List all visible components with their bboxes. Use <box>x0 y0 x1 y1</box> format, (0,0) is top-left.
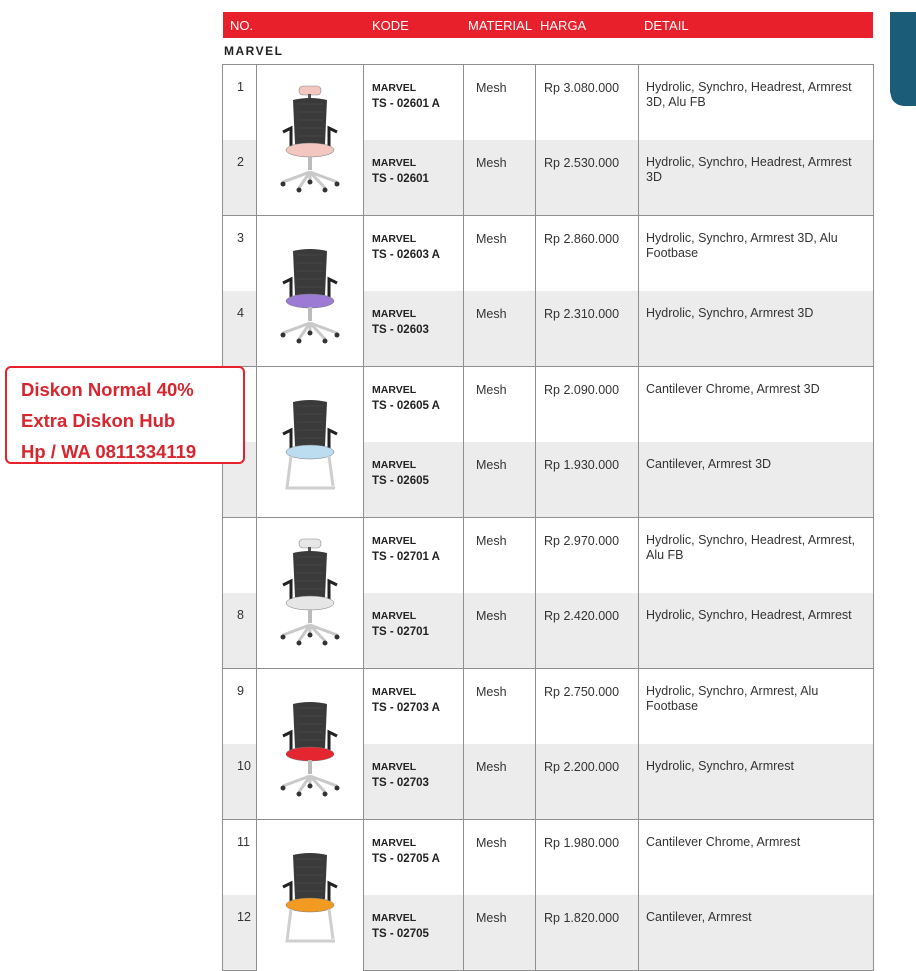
cell-harga: Rp 2.420.000 <box>536 593 639 669</box>
cell-kode <box>364 291 464 367</box>
cell-material: Mesh <box>464 291 536 367</box>
cell-detail: Hydrolic, Synchro, Headrest, Armrest, Alu FB <box>639 518 874 594</box>
cell-material: Mesh <box>464 65 536 141</box>
cell-no: 1 <box>223 65 257 141</box>
cell-image <box>257 820 364 971</box>
table-row <box>223 669 874 745</box>
kode-brand: MARVEL <box>372 82 417 94</box>
table-row <box>223 367 874 443</box>
kode-code: TS - 02601 <box>372 173 429 185</box>
kode-brand: MARVEL <box>372 610 417 622</box>
table-row <box>223 65 874 141</box>
cell-kode <box>364 442 464 518</box>
cell-no: 8 <box>223 593 257 669</box>
chair-image <box>269 688 351 798</box>
section-title: MARVEL <box>224 44 284 58</box>
cell-detail: Cantilever Chrome, Armrest 3D <box>639 367 874 443</box>
kode-code: TS - 02705 A <box>372 853 440 865</box>
table-row <box>223 518 874 594</box>
chair-image <box>269 235 351 345</box>
kode-code: TS - 02701 <box>372 626 429 638</box>
promo-line-extra: Extra Diskon Hub <box>21 410 176 431</box>
table-row <box>223 216 874 292</box>
kode-code: TS - 02701 A <box>372 551 440 563</box>
cell-detail: Hydrolic, Synchro, Armrest 3D <box>639 291 874 367</box>
kode-code: TS - 02603 <box>372 324 429 336</box>
header-detail: DETAIL <box>644 18 689 33</box>
cell-detail: Cantilever, Armrest 3D <box>639 442 874 518</box>
kode-brand: MARVEL <box>372 761 417 773</box>
kode-brand: MARVEL <box>372 384 417 396</box>
cell-image <box>257 669 364 820</box>
cell-harga: Rp 2.530.000 <box>536 140 639 216</box>
kode-brand: MARVEL <box>372 686 417 698</box>
cell-detail: Hydrolic, Synchro, Armrest <box>639 744 874 820</box>
cell-harga: Rp 2.970.000 <box>536 518 639 594</box>
cell-detail: Hydrolic, Synchro, Headrest, Armrest <box>639 593 874 669</box>
cell-no: 4 <box>223 291 257 367</box>
cell-material: Mesh <box>464 140 536 216</box>
kode-code: TS - 02703 A <box>372 702 440 714</box>
cell-material: Mesh <box>464 216 536 292</box>
cell-no: 11 <box>223 820 257 896</box>
cell-detail: Cantilever Chrome, Armrest <box>639 820 874 896</box>
cell-harga: Rp 2.200.000 <box>536 744 639 820</box>
kode-brand: MARVEL <box>372 535 417 547</box>
corner-tab-decoration <box>890 12 916 106</box>
cell-image <box>257 367 364 518</box>
cell-image <box>257 216 364 367</box>
kode-brand: MARVEL <box>372 459 417 471</box>
cell-no: 3 <box>223 216 257 292</box>
cell-kode <box>364 140 464 216</box>
table-row <box>223 820 874 896</box>
price-table <box>222 64 874 971</box>
kode-brand: MARVEL <box>372 912 417 924</box>
cell-material: Mesh <box>464 367 536 443</box>
cell-detail: Cantilever, Armrest <box>639 895 874 971</box>
cell-harga: Rp 2.860.000 <box>536 216 639 292</box>
cell-image <box>257 518 364 669</box>
kode-brand: MARVEL <box>372 308 417 320</box>
cell-material: Mesh <box>464 744 536 820</box>
cell-detail: Hydrolic, Synchro, Headrest, Armrest 3D, Alu FB <box>639 65 874 141</box>
cell-kode <box>364 744 464 820</box>
cell-harga: Rp 1.980.000 <box>536 820 639 896</box>
cell-material: Mesh <box>464 895 536 971</box>
cell-kode <box>364 65 464 141</box>
kode-code: TS - 02705 <box>372 928 429 940</box>
cell-harga: Rp 2.750.000 <box>536 669 639 745</box>
promo-line-discount: Diskon Normal 40% <box>21 379 194 400</box>
kode-code: TS - 02603 A <box>372 249 440 261</box>
cell-detail: Hydrolic, Synchro, Headrest, Armrest 3D <box>639 140 874 216</box>
kode-code: TS - 02605 A <box>372 400 440 412</box>
price-table-body <box>223 65 874 971</box>
cell-no: 9 <box>223 669 257 745</box>
cell-harga: Rp 2.090.000 <box>536 367 639 443</box>
cell-no <box>223 518 257 594</box>
header-kode: KODE <box>372 18 409 33</box>
kode-code: TS - 02703 <box>372 777 429 789</box>
kode-code: TS - 02601 A <box>372 98 440 110</box>
cell-kode <box>364 669 464 745</box>
cell-no: 10 <box>223 744 257 820</box>
chair-image <box>269 84 351 194</box>
cell-kode <box>364 367 464 443</box>
cell-material: Mesh <box>464 442 536 518</box>
cell-harga: Rp 1.930.000 <box>536 442 639 518</box>
chair-image <box>269 386 351 496</box>
header-no: NO. <box>230 18 254 33</box>
cell-kode <box>364 216 464 292</box>
cell-material: Mesh <box>464 669 536 745</box>
cell-no: 2 <box>223 140 257 216</box>
kode-brand: MARVEL <box>372 157 417 169</box>
chair-image <box>269 537 351 647</box>
cell-kode <box>364 518 464 594</box>
header-harga: HARGA <box>540 18 587 33</box>
promo-line-contact: Hp / WA 0811334119 <box>21 441 197 462</box>
cell-kode <box>364 593 464 669</box>
kode-brand: MARVEL <box>372 233 417 245</box>
cell-harga: Rp 3.080.000 <box>536 65 639 141</box>
header-material: MATERIAL <box>468 18 533 33</box>
cell-material: Mesh <box>464 518 536 594</box>
kode-brand: MARVEL <box>372 837 417 849</box>
cell-kode <box>364 895 464 971</box>
chair-image <box>269 839 351 949</box>
kode-code: TS - 02605 <box>372 475 429 487</box>
cell-detail: Hydrolic, Synchro, Armrest, Alu Footbase <box>639 669 874 745</box>
cell-detail: Hydrolic, Synchro, Armrest 3D, Alu Footbase <box>639 216 874 292</box>
cell-image <box>257 65 364 216</box>
cell-material: Mesh <box>464 820 536 896</box>
cell-kode <box>364 820 464 896</box>
promo-box <box>5 366 245 464</box>
cell-no: 12 <box>223 895 257 971</box>
cell-harga: Rp 1.820.000 <box>536 895 639 971</box>
cell-material: Mesh <box>464 593 536 669</box>
table-header <box>223 12 873 38</box>
cell-harga: Rp 2.310.000 <box>536 291 639 367</box>
